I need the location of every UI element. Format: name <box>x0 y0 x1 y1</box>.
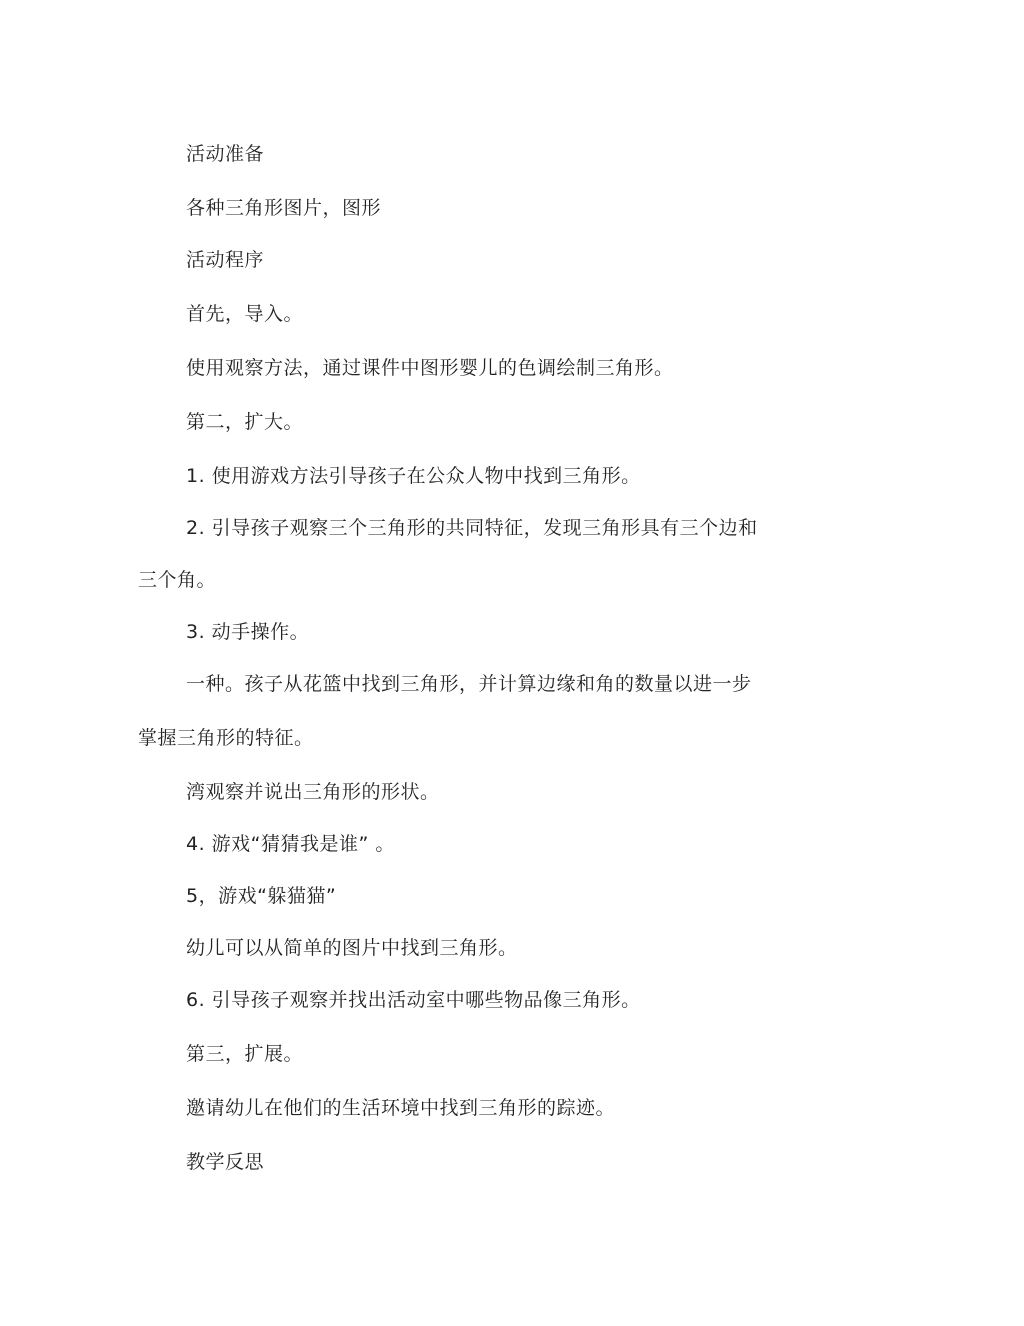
heading-activity-procedure: 活动程序 <box>186 249 265 271</box>
list-item-2-continued: 三个角。 <box>138 569 217 591</box>
paragraph-step-second: 第二，扩大。 <box>186 411 304 433</box>
paragraph-observation-method: 使用观察方法，通过课件中图形婴儿的色调绘制三角形。 <box>186 357 674 379</box>
list-item-5: 5，游戏“躲猫猫” <box>186 885 337 907</box>
paragraph-invite-children: 邀请幼儿在他们的生活环境中找到三角形的踪迹。 <box>186 1097 616 1119</box>
paragraph-find-triangles: 幼儿可以从简单的图片中找到三角形。 <box>186 937 518 959</box>
list-item-1: 1. 使用游戏方法引导孩子在公众人物中找到三角形。 <box>186 465 641 487</box>
paragraph-materials: 各种三角形图片，图形 <box>186 197 382 219</box>
heading-activity-preparation: 活动准备 <box>186 143 265 165</box>
list-item-3: 3. 动手操作。 <box>186 621 310 643</box>
list-item-6: 6. 引导孩子观察并找出活动室中哪些物品像三角形。 <box>186 989 641 1011</box>
list-item-2: 2. 引导孩子观察三个三角形的共同特征，发现三角形具有三个边和 <box>186 517 758 539</box>
paragraph-sub-a: 一种。孩子从花篮中找到三角形，并计算边缘和角的数量以进一步 <box>186 673 752 695</box>
paragraph-step-first: 首先，导入。 <box>186 303 304 325</box>
list-item-4: 4. 游戏“猜猜我是谁” 。 <box>186 833 395 855</box>
heading-teaching-reflection: 教学反思 <box>186 1151 265 1173</box>
paragraph-sub-b: 湾观察并说出三角形的形状。 <box>186 781 440 803</box>
paragraph-sub-a-continued: 掌握三角形的特征。 <box>138 727 314 749</box>
paragraph-step-third: 第三，扩展。 <box>186 1043 304 1065</box>
